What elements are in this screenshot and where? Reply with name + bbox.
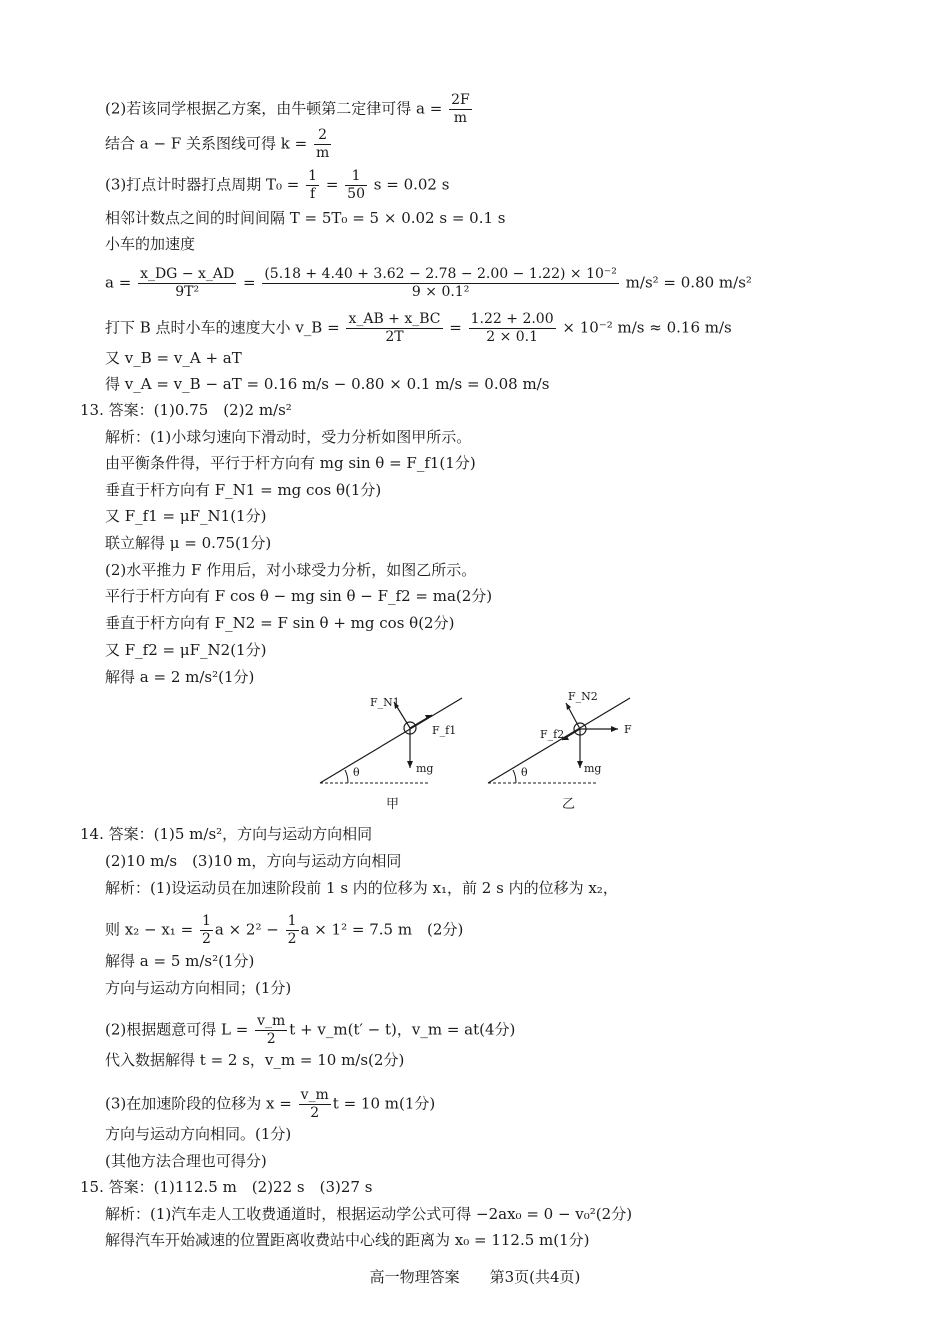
text-run: 联立解得 μ = 0.75(1分): [105, 534, 272, 552]
fraction-denominator: 2: [310, 1105, 320, 1121]
page-footer: 高一物理答案 第3页(共4页): [369, 1268, 581, 1286]
text-run: 解得汽车开始减速的位置距离收费站中心线的距离为 x₀ = 112.5 m(1分): [105, 1231, 590, 1249]
fraction-denominator: 2T: [385, 329, 404, 345]
text-line: [105, 168, 449, 203]
text-line: [105, 1013, 515, 1048]
text-run: 则 x₂ − x₁ =: [105, 920, 198, 939]
push-force-label: F: [624, 723, 632, 736]
text-line: [105, 234, 195, 254]
text-run: 平行于杆方向有 F cos θ − mg sin θ − F_f2 = ma(2分): [105, 587, 493, 605]
text-line: [105, 586, 492, 606]
fraction-numerator: v_m: [257, 1013, 286, 1029]
text-run: 又 F_f2 = μF_N2(1分): [105, 641, 267, 659]
text-run: =: [238, 273, 261, 292]
theta-label: θ: [353, 766, 360, 779]
text-run: (2)若该同学根据乙方案，由牛顿第二定律可得 a =: [105, 99, 448, 118]
text-line: [105, 851, 401, 871]
text-run: m/s² = 0.80 m/s²: [620, 273, 752, 292]
text-line: [105, 978, 291, 998]
text-run: a × 1² = 7.5 m (2分): [300, 920, 464, 939]
text-run: (其他方法合理也可得分): [105, 1152, 267, 1170]
text-run: (2)水平推力 F 作用后，对小球受力分析，如图乙所示。: [105, 561, 477, 579]
fraction: [469, 311, 556, 346]
friction-force-label: F_f2: [540, 728, 565, 741]
text-run: 小车的加速度: [105, 235, 196, 253]
text-run: 垂直于杆方向有 F_N2 = F sin θ + mg cos θ(2分): [105, 614, 455, 632]
fraction-numerator: x_AB + x_BC: [348, 311, 441, 327]
fraction-numerator: 1: [308, 168, 318, 184]
fraction: [138, 266, 236, 301]
text-line: [80, 400, 292, 420]
text-run: (2)根据题意可得 L =: [105, 1020, 254, 1039]
text-run: (3)在加速阶段的位移为 x =: [105, 1094, 297, 1113]
figure-caption: 乙: [562, 797, 576, 812]
text-run: 解析：(1)小球匀速向下滑动时，受力分析如图甲所示。: [105, 428, 472, 446]
text-run: (3)打点计时器打点周期 T₀ =: [105, 175, 305, 194]
text-line: [105, 1087, 435, 1122]
text-line: [105, 208, 505, 228]
text-run: 相邻计数点之间的时间间隔 T = 5T₀ = 5 × 0.02 s = 0.1 s: [105, 209, 506, 227]
text-run: 得 v_A = v_B − aT = 0.16 m/s − 0.80 × 0.1 m/s = 0.08 m/s: [105, 375, 550, 393]
text-line: [105, 533, 271, 553]
text-line: [105, 453, 476, 473]
fraction: [314, 127, 331, 162]
text-run: 解得 a = 2 m/s²(1分): [105, 668, 255, 686]
fraction-denominator: 9T²: [175, 284, 200, 300]
fraction-numerator: (5.18 + 4.40 + 3.62 − 2.78 − 2.00 − 1.22) × 10⁻²: [264, 266, 617, 282]
text-line: [105, 506, 266, 526]
fraction-denominator: 2 × 0.1: [486, 329, 539, 345]
text-run: 解得 a = 5 m/s²(1分): [105, 952, 255, 970]
text-run: 又 F_f1 = μF_N1(1分): [105, 507, 267, 525]
text-line: [105, 1151, 267, 1171]
text-run: 14. 答案：(1)5 m/s²，方向与运动方向相同: [80, 825, 373, 843]
fraction: [299, 1087, 331, 1122]
text-line: [105, 374, 549, 394]
text-run: 又 v_B = v_A + aT: [105, 349, 242, 367]
force-diagram-jia: [310, 688, 470, 813]
text-line: [105, 1204, 632, 1224]
figure-caption: 甲: [386, 797, 400, 812]
text-run: t + v_m(t′ − t)，v_m = at(4分): [289, 1020, 516, 1039]
fraction: [200, 913, 213, 948]
text-run: 13. 答案：(1)0.75 (2)2 m/s²: [80, 401, 292, 419]
text-run: a × 2² −: [214, 920, 284, 939]
text-run: 15. 答案：(1)112.5 m (2)22 s (3)27 s: [80, 1178, 373, 1196]
text-line: [105, 427, 471, 447]
fraction-numerator: 1: [201, 913, 211, 929]
text-line: [105, 92, 474, 127]
text-run: 结合 a − F 关系图线可得 k =: [105, 134, 312, 153]
text-line: [105, 913, 463, 948]
text-line: [105, 1050, 404, 1070]
fraction-numerator: 1: [345, 168, 367, 186]
fraction: [255, 1013, 287, 1048]
text-line: [105, 1124, 291, 1144]
fraction-numerator: v_m: [300, 1087, 329, 1103]
text-line: [105, 1230, 590, 1250]
text-run: s = 0.02 s: [369, 175, 450, 194]
fraction-numerator: 2: [314, 127, 331, 145]
text-run: a =: [105, 273, 137, 292]
text-line: [105, 667, 254, 687]
fraction-numerator: x_DG − x_AD: [140, 266, 235, 282]
fraction-denominator: m: [315, 145, 330, 161]
text-run: t = 10 m(1分): [332, 1094, 436, 1113]
text-line: [105, 560, 476, 580]
text-line: [105, 878, 618, 898]
text-run: 垂直于杆方向有 F_N1 = mg cos θ(1分): [105, 481, 382, 499]
fraction-denominator: m: [453, 110, 468, 126]
fraction: [346, 311, 442, 346]
friction-force-label: F_f1: [432, 724, 457, 737]
fraction-denominator: 2: [287, 931, 297, 947]
text-run: 方向与运动方向相同；(1分): [105, 979, 292, 997]
text-line: [105, 951, 254, 971]
text-run: × 10⁻² m/s ≈ 0.16 m/s: [557, 318, 732, 337]
gravity-label: mg: [416, 762, 434, 775]
fraction: [306, 168, 319, 203]
fraction-numerator: 2F: [451, 92, 470, 108]
fraction-numerator: 1: [287, 913, 297, 929]
normal-force-label: F_N1: [370, 696, 400, 709]
text-line: [105, 348, 242, 368]
fraction: [262, 266, 619, 301]
text-line: [105, 311, 732, 346]
fraction: [286, 913, 299, 948]
fraction-denominator: f: [310, 186, 316, 202]
force-diagram-yi: [480, 688, 650, 813]
text-line: [105, 266, 752, 301]
text-line: [80, 1177, 372, 1197]
text-run: =: [444, 318, 467, 337]
fraction: [449, 92, 472, 127]
fraction-denominator: 50: [347, 186, 365, 202]
normal-force-label: F_N2: [568, 690, 598, 703]
text-run: =: [321, 175, 344, 194]
text-run: (2)10 m/s (3)10 m，方向与运动方向相同: [105, 852, 402, 870]
text-line: [105, 640, 266, 660]
fraction-denominator: 2: [201, 931, 211, 947]
fraction-numerator: 1.22 + 2.00: [470, 311, 554, 327]
theta-label: θ: [521, 766, 528, 779]
gravity-label: mg: [584, 762, 602, 775]
text-line: [105, 480, 381, 500]
fraction-denominator: 9 × 0.1²: [411, 284, 470, 300]
text-run: 由平衡条件得，平行于杆方向有 mg sin θ = F_f1(1分): [105, 454, 476, 472]
text-run: 解析：(1)设运动员在加速阶段前 1 s 内的位移为 x₁，前 2 s 内的位移为 x₂，: [105, 879, 618, 897]
text-line: [80, 824, 372, 844]
fraction: [345, 168, 367, 203]
text-run: 解析：(1)汽车走人工收费通道时，根据运动学公式可得 −2ax₀ = 0 − v₀²(2分): [105, 1205, 633, 1223]
text-line: [105, 127, 333, 162]
text-line: [105, 613, 454, 633]
text-run: 打下 B 点时小车的速度大小 v_B =: [105, 318, 345, 337]
text-run: 方向与运动方向相同。(1分): [105, 1125, 292, 1143]
text-run: 代入数据解得 t = 2 s，v_m = 10 m/s(2分): [105, 1051, 405, 1069]
fraction-denominator: 2: [266, 1031, 276, 1047]
